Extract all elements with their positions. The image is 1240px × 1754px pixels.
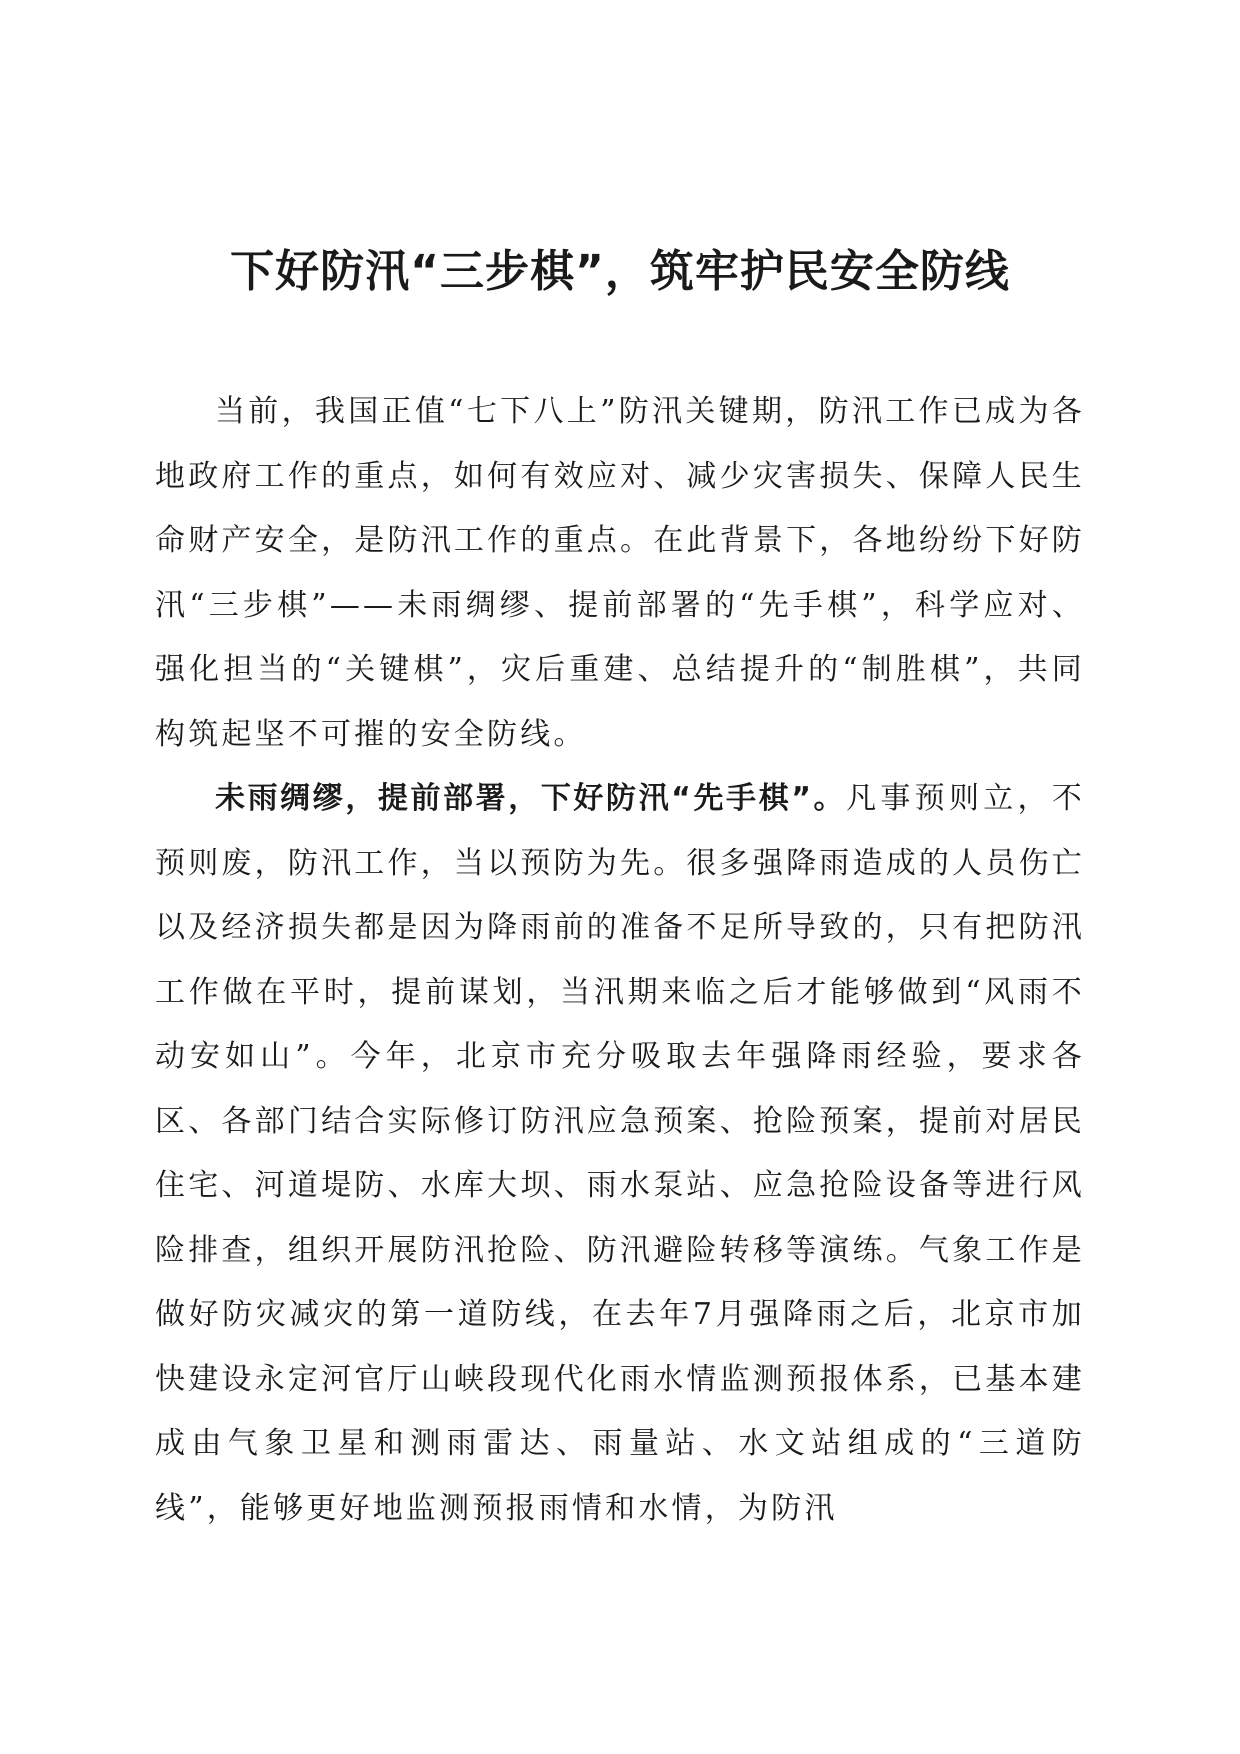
article-body [155, 380, 1085, 1541]
article-title: 下好防汛“三步棋”，筑牢护民安全防线 [230, 246, 1010, 297]
paragraph-first-move-text: 凡事预则立，不预则废，防汛工作，当以预防为先。很多强降雨造成的人员伤亡以及经济损失都是因为降雨前的准备不足所导致的，只有把防汛工作做在平时，提前谋划，当汛期来临之后才能够做到“风雨不动安如山”。今年，北京市充分吸取去年强降雨经验，要求各区、各部门结合实际修订防汛应急预案、抢险预案，提前对居民住宅、河道堤防、水库大坝、雨水泵站、应急抢险设备等进行风险排查，组织开展防汛抢险、防汛避险转移等演练。气象工作是做好防灾减灾的第一道防线，在去年7月强降雨之后，北京市加快建设永定河官厅山峡段现代化雨水情监测预报体系，已基本建成由气象卫星和测雨雷达、雨量站、水文站组成的“三道防线”，能够更好地监测预报雨情和水情，为防汛 [155, 781, 1085, 1526]
paragraph-first-move-heading: 未雨绸缪，提前部署，下好防汛“先手棋”。 [215, 781, 847, 816]
paragraph-first-move [155, 767, 1085, 1541]
paragraph-intro-text: 当前，我国正值“七下八上”防汛关键期，防汛工作已成为各地政府工作的重点，如何有效应对、减少灾害损失、保障人民生命财产安全，是防汛工作的重点。在此背景下，各地纷纷下好防汛“三步棋”——未雨绸缪、提前部署的“先手棋”，科学应对、强化担当的“关键棋”，灾后重建、总结提升的“制胜棋”，共同构筑起坚不可摧的安全防线。 [155, 394, 1085, 752]
paragraph-intro [155, 380, 1085, 767]
